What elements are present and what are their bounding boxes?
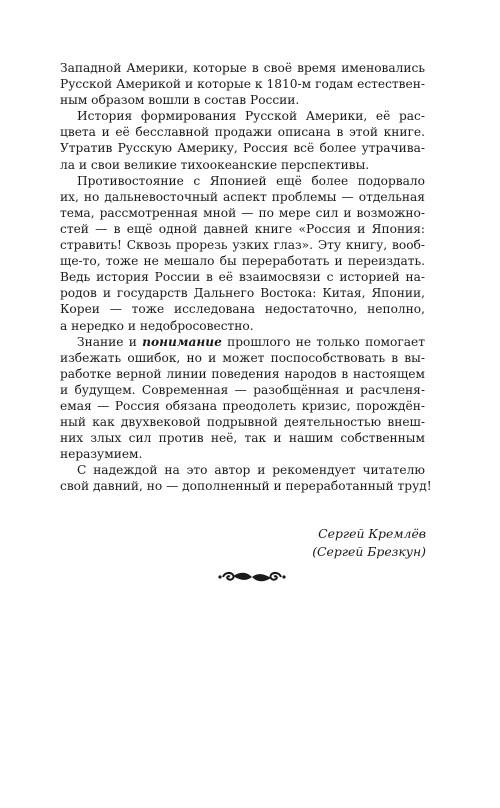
author-real-name: (Сергей Брезкун) <box>312 544 426 559</box>
text-line: Кореи — тоже исследована недостаточно, неполно, <box>60 302 425 317</box>
text-line: Западной Америки, которые в своё время именовались <box>60 61 425 75</box>
text-line: емая — Россия обязана преодолеть кризис, порождён- <box>60 398 425 413</box>
text-line: них злых сил против неё, так и нашим собственным <box>60 431 425 446</box>
text-line: тема, рассмотренная мной — по мере сил и возможно- <box>60 205 425 220</box>
body-text <box>60 60 432 495</box>
text-line: а нередко и недобросовестно. <box>60 318 254 333</box>
text-fragment: Знание и <box>77 334 137 349</box>
text-line: цвета и её бесславной продажи описана в этой книге. <box>60 125 425 140</box>
author-name: Сергей Кремлёв <box>318 526 426 541</box>
text-line: ный как двухвековой подрывной деятельностью внеш- <box>60 415 425 430</box>
text-line: свой давний, но — дополненный и переработанный труд! <box>60 479 432 494</box>
text-fragment: прошлого не только помогает <box>227 334 425 349</box>
text-line: стей — в ещё одной давней книге «Россия и Япония: <box>60 221 425 236</box>
text-line: работке верной линии поведения народов в настоящем <box>60 366 425 381</box>
text-line: История формирования Русской Америки, её рас- <box>77 109 425 124</box>
text-line: ным образом вошли в состав России. <box>60 93 300 108</box>
paragraph-2 <box>60 108 425 172</box>
text-line: ла и свои великие тихоокеанские перспективы. <box>60 157 370 172</box>
text-line: Противостояние с Японией ещё более подорвало <box>77 173 425 188</box>
paragraph-3 <box>60 173 425 334</box>
text-line: ще-то, тоже не мешало бы переработать и переиздать. <box>60 254 425 269</box>
text-line: неразумием. <box>60 447 143 462</box>
author-signature <box>312 525 426 561</box>
text-line: Ведь история России в её взаимосвязи с историей на- <box>60 270 425 285</box>
paragraph-1 <box>60 60 425 108</box>
text-line <box>60 334 425 350</box>
text-line: их, но дальневосточный аспект проблемы — отдельная <box>60 189 425 204</box>
text-line: стравить! Сквозь прорезь узких глаз». Эту книгу, вооб- <box>60 238 425 253</box>
text-line: избежать ошибок, но и может поспособствовать в вы- <box>60 350 425 365</box>
text-line: С надеждой на это автор и рекомендует читателю <box>77 463 425 478</box>
text-line: Утратив Русскую Америку, Россия всё более утрачива- <box>60 141 425 156</box>
paragraph-4 <box>60 334 425 463</box>
paragraph-5 <box>60 462 432 494</box>
text-line: и будущем. Современная — разобщённая и расчленя- <box>60 382 425 397</box>
scroll-ornament-icon <box>217 569 287 585</box>
text-line: Русской Америкой и которые к 1810-м годам естествен- <box>60 77 425 92</box>
emphasis-word: понимание <box>142 334 222 349</box>
text-line: родов и государств Дальнего Востока: Китая, Японии, <box>60 286 425 301</box>
